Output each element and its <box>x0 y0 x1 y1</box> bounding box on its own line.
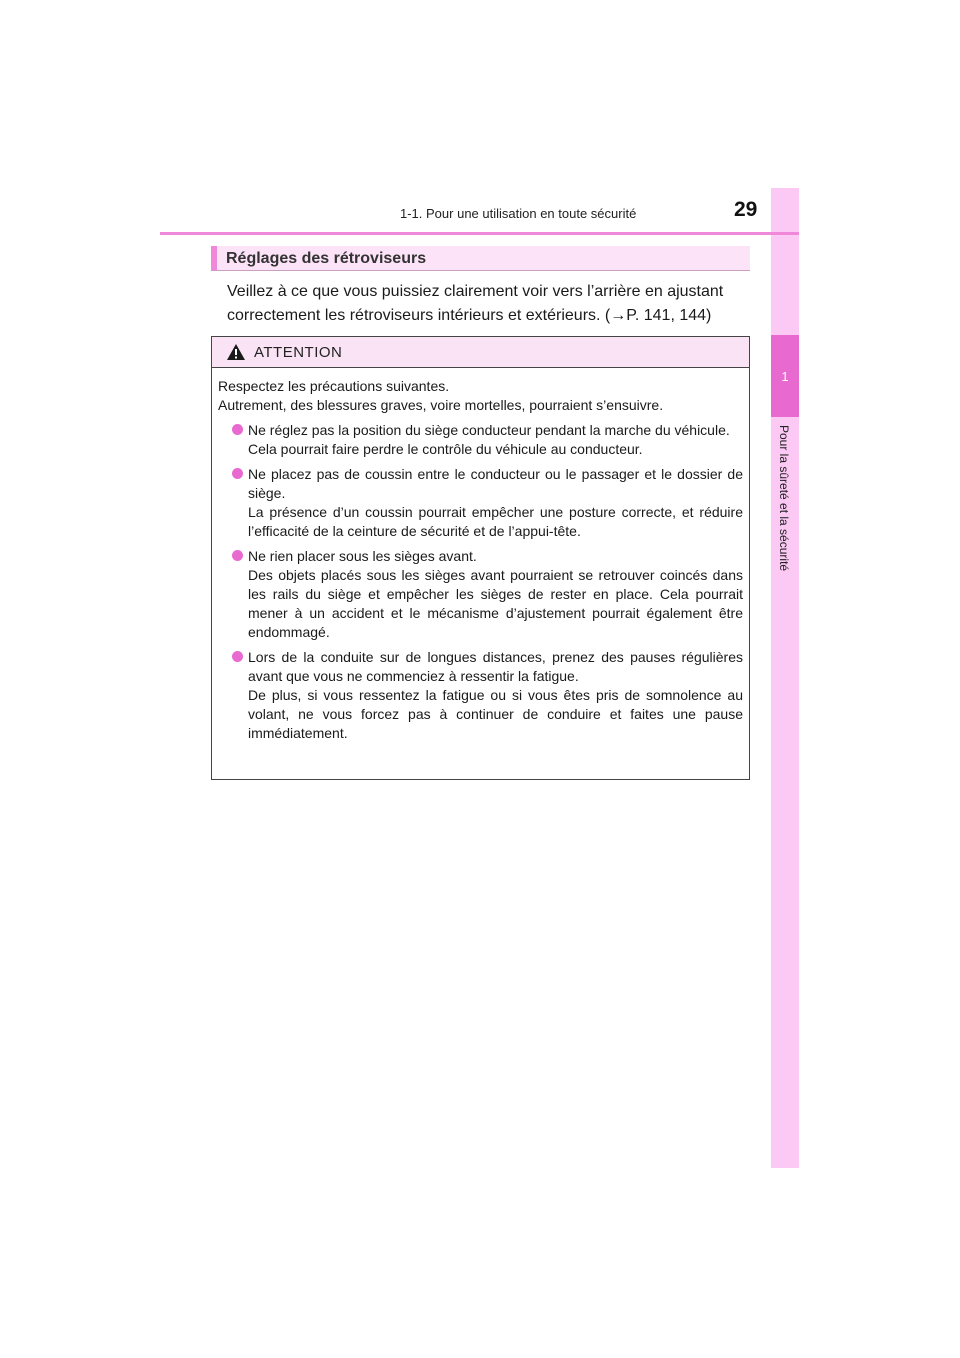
header-rule <box>160 232 799 235</box>
running-head: 1-1. Pour une utilisation en toute sécurité <box>400 206 637 221</box>
warning-title: ATTENTION <box>254 344 343 361</box>
warning-item-detail: De plus, si vous ressentez la fatigue ou si vous êtes pris de somnolence au volant, ne vous forcez pas à continuer de conduire et faites une pause immédiatement. <box>248 687 743 741</box>
warning-item <box>218 421 743 459</box>
warning-intro-1: Respectez les précautions suivantes. <box>218 378 450 394</box>
warning-intro-2: Autrement, des blessures graves, voire mortelles, pourraient s’ensuivre. <box>218 397 664 413</box>
warning-item-lead: Lors de la conduite sur de longues distances, prenez des pauses régulières avant que vous ne commenciez à ressentir la fatigue. <box>248 649 743 684</box>
warning-body <box>212 368 749 743</box>
warning-item-detail: Des objets placés sous les sièges avant pourraient se retrouver coincés dans les rails du siège et empêcher les sièges de rester en place. Cela pourrait mener à un accident et le mécanisme d’ajustement pourrait également être endommagé. <box>248 567 743 640</box>
warning-item-lead: Ne réglez pas la position du siège conducteur pendant la marche du véhicule. <box>248 422 730 438</box>
warning-box <box>211 336 750 780</box>
warning-item-lead: Ne placez pas de coussin entre le conducteur ou le passager et le dossier de siège. <box>248 466 743 501</box>
warning-header <box>212 337 749 368</box>
chapter-number: 1 <box>771 335 799 417</box>
bullet-icon <box>232 550 243 561</box>
warning-item <box>218 547 743 642</box>
bullet-icon <box>232 468 243 479</box>
section-title: Réglages des rétroviseurs <box>211 246 750 271</box>
chapter-label-text: Pour la sûreté et la sécurité <box>777 425 791 572</box>
section-intro: Veillez à ce que vous puissiez clairement voir vers l’arrière en ajustant correctement les rétroviseurs intérieurs et extérieurs. (→P. 141, 144) <box>227 283 724 324</box>
page-number: 29 <box>734 198 758 221</box>
warning-item <box>218 465 743 541</box>
warning-list <box>218 421 743 743</box>
warning-triangle-icon <box>226 343 246 361</box>
warning-item-detail: Cela pourrait faire perdre le contrôle du véhicule au conducteur. <box>248 441 643 457</box>
warning-item-detail: La présence d’un coussin pourrait empêcher une posture correcte, et réduire l’efficacité de la ceinture de sécurité et de l’appui-tête. <box>248 504 743 539</box>
bullet-icon <box>232 651 243 662</box>
bullet-icon <box>232 424 243 435</box>
warning-item <box>218 648 743 743</box>
warning-item-lead: Ne rien placer sous les sièges avant. <box>248 548 477 564</box>
